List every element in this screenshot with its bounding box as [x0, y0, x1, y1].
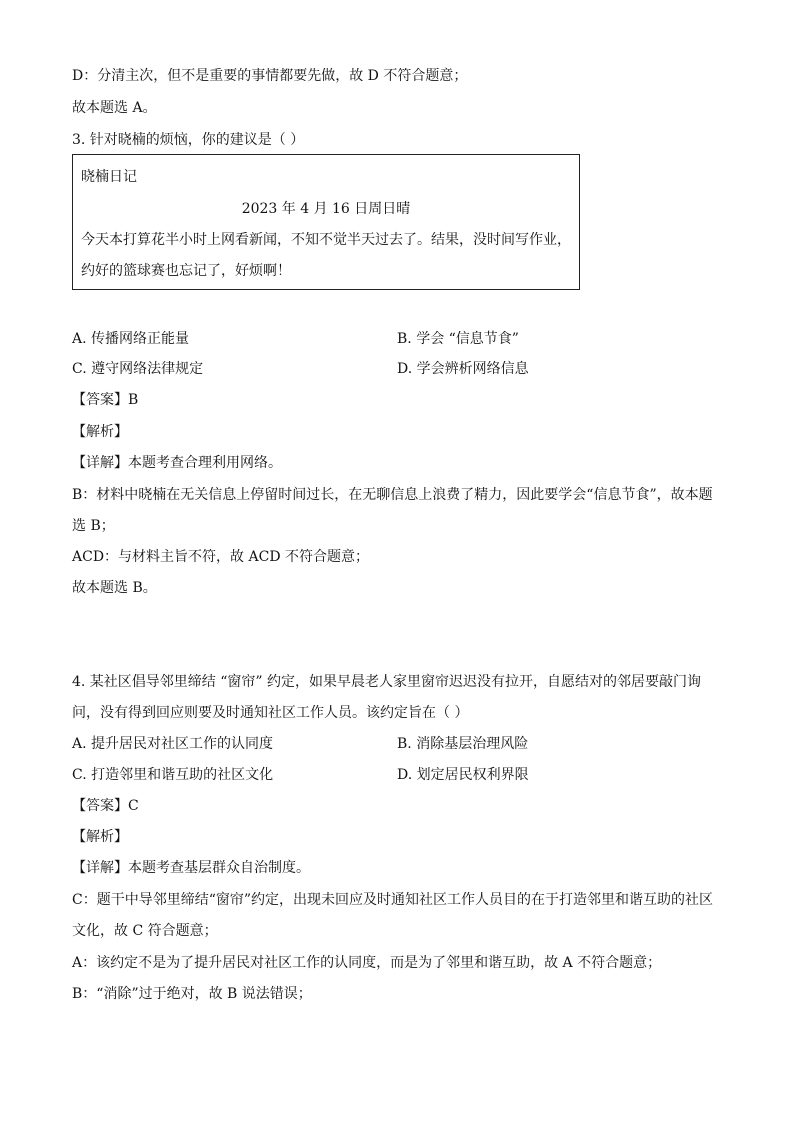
q4-option-b: B. 消除基层治理风险: [397, 736, 529, 752]
diary-date: 2023 年 4 月 16 日周日晴: [241, 201, 411, 217]
q4-stem-2: 问，没有得到回应则要及时通知社区工作人员。该约定旨在（ ）: [72, 705, 469, 721]
q2-option-d-analysis: D：分清主次，但不是重要的事情都要先做，故 D 不符合题意；: [72, 68, 468, 84]
q4-answer: 【答案】C: [72, 798, 139, 814]
q4-c-analysis-2: 文化，故 C 符合题意；: [72, 923, 218, 939]
q2-conclusion: 故本题选 A。: [72, 100, 157, 116]
q4-detail: 【详解】本题考查基层群众自治制度。: [72, 860, 310, 876]
q3-b-analysis-2: 选 B；: [72, 518, 115, 534]
q4-option-d: D. 划定居民权利界限: [397, 767, 529, 783]
q3-detail: 【详解】本题考查合理利用网络。: [72, 455, 282, 471]
q4-b-analysis: B：“消除”过于绝对，故 B 说法错误；: [72, 986, 312, 1002]
q4-c-analysis-1: C：题干中导邻里缔结“窗帘”约定，出现未回应及时通知社区工作人员目的在于打造邻里和谐互助的社区: [72, 892, 714, 908]
q4-option-c: C. 打造邻里和谐互助的社区文化: [72, 767, 274, 783]
q3-acd-analysis: ACD：与材料主旨不符，故 ACD 不符合题意；: [72, 549, 369, 565]
q3-option-a: A. 传播网络正能量: [72, 331, 190, 347]
q4-analysis-label: 【解析】: [72, 829, 128, 845]
q3-answer: 【答案】B: [72, 392, 139, 408]
q4-option-a: A. 提升居民对社区工作的认同度: [72, 736, 274, 752]
q4-stem-1: 4. 某社区倡导邻里缔结 “窗帘” 约定，如果早晨老人家里窗帘迟迟没有拉开，自愿结对的邻居要敲门询: [72, 674, 702, 690]
q3-stem: 3. 针对晓楠的烦恼，你的建议是（ ）: [72, 132, 305, 148]
q3-conclusion: 故本题选 B。: [72, 580, 157, 596]
q4-a-analysis: A：该约定不是为了提升居民对社区工作的认同度，而是为了邻里和谐互助，故 A 不符合题意；: [72, 955, 662, 971]
q3-option-d: D. 学会辨析网络信息: [397, 361, 529, 377]
diary-title: 晓楠日记: [81, 169, 137, 185]
diary-line-1: 今天本打算花半小时上网看新闻，不知不觉半天过去了。结果，没时间写作业，: [81, 232, 571, 248]
q3-option-c: C. 遵守网络法律规定: [72, 361, 204, 377]
diary-line-2: 约好的篮球赛也忘记了，好烦啊！: [81, 263, 291, 279]
q3-b-analysis-1: B：材料中晓楠在无关信息上停留时间过长，在无聊信息上浪费了精力，因此要学会“信息节食”，故本题: [72, 487, 713, 503]
q3-analysis-label: 【解析】: [72, 424, 128, 440]
q3-option-b: B. 学会 “信息节食”: [397, 331, 519, 347]
diary-box: [72, 154, 580, 290]
